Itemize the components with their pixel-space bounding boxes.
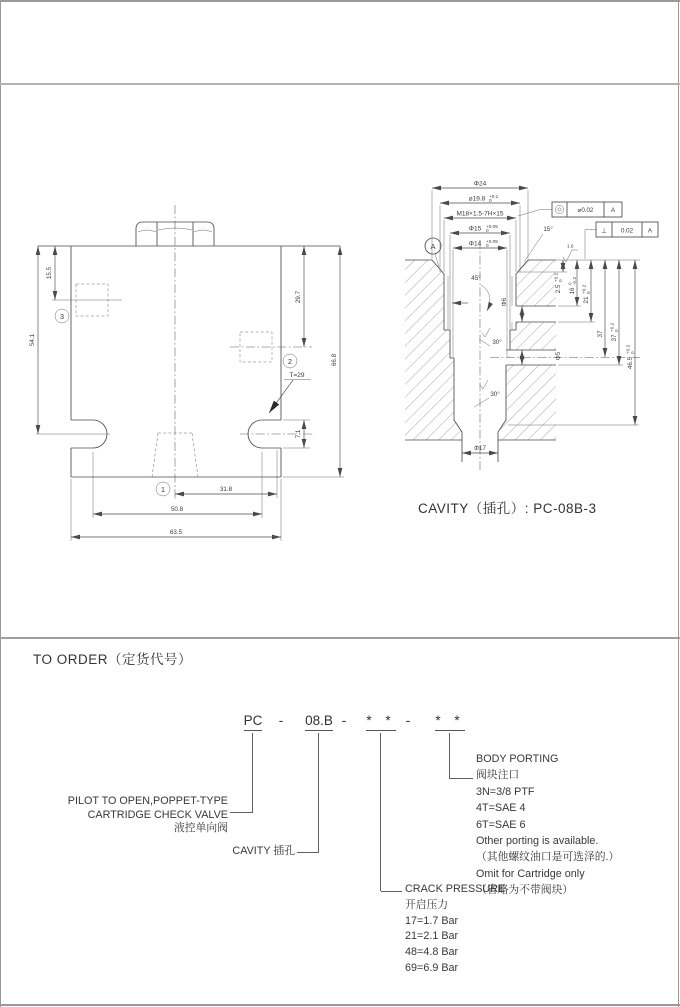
dim-depth-37	[597, 260, 605, 357]
dim-tol-upper: +0.05	[486, 238, 498, 244]
body-porting-note-1-cn: （其他螺纹油口是可选泽的.）	[476, 851, 620, 864]
port-number-label: 3	[59, 312, 65, 321]
body-porting-option-3: 6T=SAE 6	[476, 818, 526, 831]
order-code-dash-3: -	[405, 713, 411, 728]
dim-depth-37-tol	[609, 260, 619, 365]
body-porting-option-1: 3N=3/8 PTF	[476, 785, 535, 798]
cavity-caption: CAVITY（插孔）: PC-08B-3	[418, 501, 597, 516]
port-number-1	[156, 482, 170, 496]
port-number-3	[55, 309, 69, 323]
crack-pressure-option-4: 69=6.9 Bar	[405, 961, 459, 974]
leader-porting-horizontal	[449, 778, 473, 779]
crack-pressure-block	[405, 882, 565, 977]
dim-tol-upper: +0.05	[486, 223, 498, 229]
callout-t29	[269, 372, 311, 413]
valve-name-line-3-cn: 液控单向阀	[174, 822, 228, 834]
order-code-crack-pressure-text: * *	[366, 713, 395, 731]
order-code-crack-pressure	[362, 713, 400, 728]
dim-tol-upper: +0.1	[553, 272, 559, 282]
dim-label: 37	[597, 330, 604, 338]
cavity-code-label: CAVITY 插孔	[232, 845, 295, 857]
dim-label: Φ24	[473, 180, 487, 188]
dim-label: Φ15	[468, 225, 482, 233]
callout-chamfer-45	[471, 274, 490, 311]
dim-label: 37	[611, 334, 618, 342]
dim-label: 2.5	[555, 284, 562, 294]
order-code-cavity-text: 08.B	[305, 713, 333, 731]
callout-label: T=29	[289, 372, 305, 379]
leader-model-horizontal	[230, 812, 253, 813]
concentricity-icon	[555, 205, 563, 213]
dim-label: 29.7	[295, 290, 302, 304]
leader-cavity-vertical	[318, 733, 319, 852]
body-porting-note-2-cn: （省略为不带阀块）	[476, 884, 574, 897]
dim-tol-upper: 0	[567, 282, 573, 285]
callout-mouth-angle	[524, 226, 553, 262]
dim-label: 46.5	[627, 356, 634, 370]
dim-tol-lower: 0	[557, 279, 563, 282]
dim-tol-lower: 0	[486, 228, 489, 233]
crack-pressure-option-2: 21=2.1 Bar	[405, 930, 459, 943]
dim-tol-lower: 0	[486, 243, 489, 248]
dim-label: 7.1	[295, 429, 302, 439]
dim-label: Φ14	[468, 240, 482, 248]
leader-crack-horizontal	[381, 891, 402, 892]
surface-finish-value: 1.6	[567, 243, 574, 249]
hidden-port-2	[230, 332, 312, 362]
leader-porting-vertical	[449, 733, 450, 778]
dim-tol-upper: +0.2	[609, 322, 615, 332]
order-code-porting-text: * *	[435, 713, 464, 731]
dim-label: 63.5	[169, 529, 183, 536]
callout-step-angle-lower	[474, 380, 500, 407]
dim-tol-lower: 0	[585, 291, 591, 294]
dim-tol-lower: 0	[629, 351, 635, 354]
dim-66-8	[283, 246, 344, 477]
leader-crack-vertical	[380, 733, 381, 891]
dim-label: 54.1	[29, 333, 36, 347]
dim-label: 16	[569, 287, 576, 295]
leader-cavity-horizontal	[297, 852, 319, 853]
body-porting-note-1: Other porting is available.	[476, 835, 599, 848]
dim-tol-lower: -0.2	[571, 276, 577, 285]
dim-label: 50.8	[170, 506, 184, 513]
dim-50-8	[93, 452, 262, 518]
gdt-datum-ref: A	[647, 227, 653, 235]
angle-label: 30°	[490, 391, 500, 398]
dim-label: ⌀19.8	[468, 195, 486, 203]
dim-label: 21	[583, 296, 590, 304]
dim-label: 15.5	[46, 266, 53, 280]
port-number-2	[283, 354, 297, 368]
datum-label: A	[430, 242, 436, 251]
perpendicularity-icon: ⊥	[600, 228, 608, 235]
cavity-section-view	[405, 181, 658, 473]
body-porting-note-2: Omit for Cartridge only	[476, 867, 585, 880]
dim-tol-lower: 0	[613, 329, 619, 332]
crack-pressure-option-1: 17=1.7 Bar	[405, 914, 459, 927]
gdt-tolerance-value: 0.02	[620, 227, 634, 235]
dim-depth-21	[581, 260, 591, 322]
angle-label: 15°	[543, 226, 553, 233]
dim-tol-upper: +0.3	[625, 344, 631, 354]
crack-pressure-option-3: 48=4.8 Bar	[405, 946, 459, 959]
body-porting-title: BODY PORTING	[476, 753, 559, 765]
dim-label: 31.8	[219, 486, 233, 493]
dim-label: Φ6	[501, 297, 508, 307]
body-porting-block	[476, 751, 666, 899]
dim-depth-46-5	[625, 260, 635, 425]
body-porting-title-cn: 阀块注口	[476, 769, 520, 782]
order-code-dash-1: -	[278, 713, 284, 728]
dim-label: Φ17	[474, 445, 486, 452]
dim-label: Φ5	[555, 351, 562, 361]
leader-model-vertical	[252, 733, 253, 812]
valve-name-line-1: PILOT TO OPEN,POPPET-TYPE	[67, 795, 228, 807]
valve-name-label	[60, 795, 228, 836]
order-code-porting	[431, 713, 469, 728]
dim-label: 66.8	[331, 353, 338, 367]
port-number-label: 2	[287, 357, 293, 366]
order-code-model	[239, 713, 267, 728]
dim-31-8	[175, 450, 277, 498]
dim-15-5	[46, 246, 55, 300]
dim-tol-upper: +0.1	[489, 193, 499, 199]
gdt-concentricity-frame	[518, 202, 622, 217]
valve-name-line-2: CARTRIDGE CHECK VALVE	[87, 808, 228, 821]
gdt-datum-ref: A	[610, 207, 616, 214]
port-number-label: 1	[160, 485, 166, 494]
angle-label: 45°	[471, 275, 481, 282]
order-section-title: TO ORDER（定货代号）	[33, 652, 193, 667]
dim-54-1	[29, 246, 110, 434]
body-porting-option-2: 4T=SAE 4	[476, 802, 526, 815]
gdt-tolerance-value: ⌀0.02	[577, 207, 594, 214]
order-code-dash-2: -	[341, 713, 347, 728]
dim-label: M18×1.5-7H×15	[456, 210, 504, 218]
order-code-model-text: PC	[244, 713, 263, 731]
callout-step-angle-upper	[479, 328, 502, 346]
dim-depth-16	[567, 260, 577, 306]
gdt-perpendicularity-frame	[585, 222, 658, 259]
surface-finish-mark	[563, 244, 578, 263]
dim-29-7	[295, 246, 304, 347]
crack-pressure-title-cn: 开启压力	[405, 898, 449, 911]
body-outline	[38, 246, 340, 477]
valve-body-view	[29, 205, 344, 541]
angle-label: 30°	[492, 339, 502, 346]
crack-pressure-title: CRACK PRESSURE	[405, 883, 506, 895]
order-code-cavity	[299, 713, 339, 728]
dim-tol-upper: +0.2	[581, 284, 587, 294]
dim-tol-lower: 0	[489, 198, 492, 203]
